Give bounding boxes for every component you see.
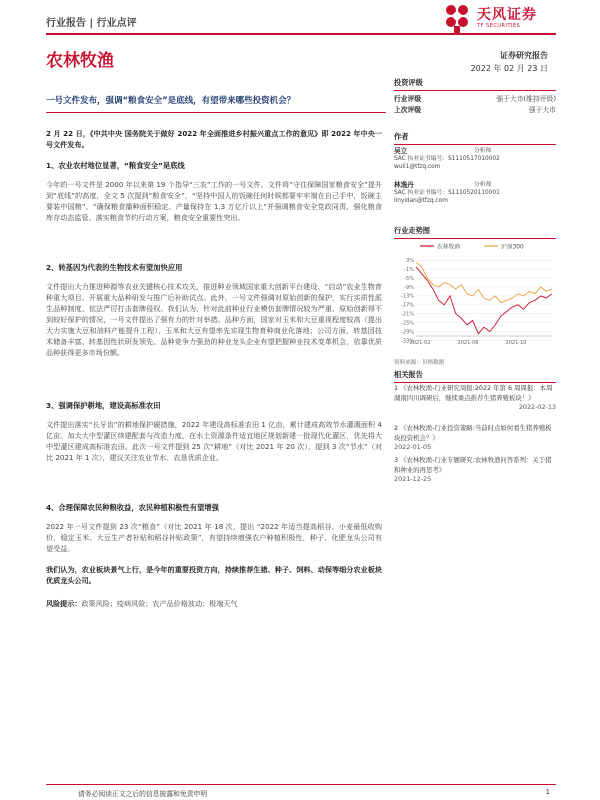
brand-name: 天风证券 (477, 7, 537, 23)
section-heading: 2、转基因为代表的生物技术有望加快应用 (46, 263, 183, 272)
y-tick-label: -29% (401, 329, 414, 336)
analyst-card (394, 181, 556, 205)
brand-logo-icon (441, 2, 473, 34)
rating-value: 强于大市 (528, 106, 556, 114)
analyst-name: 林逸丹 (394, 181, 414, 189)
section-4 (46, 502, 382, 554)
rating-label: 上次评级 (394, 106, 422, 114)
section-3 (46, 400, 382, 463)
chart-legend (420, 243, 524, 251)
rating-heading: 投资评级 (394, 78, 556, 91)
industry-trend-chart (394, 236, 556, 354)
rating-panel (394, 78, 556, 116)
y-tick-label: -9% (404, 284, 414, 291)
related-report-title[interactable]: 1 《农林牧渔-行业研究周报:2022 年第 6 周周报：本周湖南四川调研后，继续重点推荐生猪养殖板块！》 (394, 384, 553, 402)
analyst-cert: S1110520110001 (448, 190, 500, 196)
section-heading: 1、农业农村地位显著，“粮食安全”是底线 (46, 161, 185, 170)
analyst-title: 分析师 (474, 148, 492, 154)
section-body: 文件提出落实“长牙齿”的耕地保护硬措施，2022 年建设高标准农田 1 亿亩，累计建成高效节水灌溉面积 4 亿亩。加大大中型灌区续建配套与改造力度，在水土资源条件适宜地区规划新建一批现代化灌区，优先将大中型灌区建成高标准农田。此次一号文件提到 25 次“耕地”（对比 2021 年 20 次），提到 3 次“节水”（对比 2021 年 1 次），建议关注农业节水、农垦优质企业。 (46, 420, 382, 462)
section-heading: 4、合理保障农民种粮收益，农民种植积极性有望增强 (46, 503, 219, 512)
report-category: 行业报告 | 行业点评 (46, 18, 137, 29)
related-report-date: 2022-01-05 (394, 443, 432, 452)
chart-source: 资料来源：贝格数据 (394, 360, 445, 366)
related-panel (394, 370, 556, 383)
rating-value: 强于大市(维持评级) (496, 95, 556, 103)
related-report-title[interactable]: 3 《农林牧渔-行业专题研究:农林牧渔问答系列：关于猪和种业的再思考》 (394, 456, 552, 474)
x-tick-label: 2021-06 (457, 340, 479, 346)
analyst-cert-label: SAC 执业证书编号： (394, 156, 449, 162)
related-report-item[interactable] (394, 384, 556, 413)
section-2 (46, 262, 382, 358)
y-tick-label: -1% (404, 266, 414, 273)
risk-block (46, 598, 382, 609)
y-tick-label: -25% (401, 320, 414, 327)
trend-chart-svg (394, 236, 556, 354)
main-content (46, 128, 382, 150)
page-number: 1 (545, 788, 550, 796)
risk-text: 政策风险；疫病风险；农产品价格波动；极端天气 (81, 599, 238, 608)
authors-panel (394, 132, 556, 145)
section-body: 2022 年一号文件提到 23 次“粮食”（对比 2021 年 18 次，提出 “2022 年适当提高稻谷、小麦最低收购价，稳定玉米、大豆生产者补贴和稻谷补贴政策”，有望持续增强农户种植积极性，种子、化肥龙头公司有望受益。 (46, 522, 382, 553)
analyst-title: 分析师 (474, 182, 492, 188)
chart-series (416, 263, 552, 334)
chart-heading: 行业走势图 (394, 226, 556, 239)
conclusion-block (46, 564, 382, 586)
industry-title: 农林牧渔 (46, 51, 114, 71)
analyst-email[interactable]: wuli1@tfzq.com (394, 164, 441, 170)
analyst-cert: S1110517010002 (448, 156, 500, 162)
related-report-title[interactable]: 2 《农林牧渔-行业投资策略:当前时点如何看生猪养殖板块投资机会？》 (394, 424, 552, 442)
intro-paragraph: 2 月 22 日，《中共中央 国务院关于做好 2022 年全面推进乡村振兴重点工作的意见》即 2022 年中央一号文件发布。 (46, 129, 382, 149)
related-report-date: 2021-12-25 (394, 475, 432, 484)
related-report-item[interactable] (394, 456, 556, 485)
related-report-date: 2022-02-13 (518, 403, 556, 412)
rating-label: 行业评级 (394, 95, 422, 103)
report-date: 2022 年 02 月 23 日 (470, 64, 548, 73)
authors-heading: 作者 (394, 132, 556, 145)
y-tick-label: -33% (401, 338, 414, 345)
risk-label: 风险提示： (46, 599, 82, 608)
analyst-name: 吴立 (394, 147, 408, 155)
related-report-item[interactable] (394, 424, 556, 453)
analyst-card (394, 147, 556, 171)
series-line (416, 267, 552, 334)
rating-row-previous (394, 105, 556, 116)
section-body: 今年的一号文件是 2000 年以来第 19 个指导“三农”工作的一号文件。文件将“守住保障国家粮食安全”提升到“底线”的高度，全文 5 次提到“粮食安全”，“坚持中国人的饭碗任何时候都要牢牢端在自己手中，饭碗主要装中国粮”、“确保粮食播种面积稳定、产量保持在 1.3 万亿斤以上”并强调粮食安全党政同责、强化粮食库存动态监管、落实粮食节约行动方案，粮食安全重要性突出。 (46, 180, 382, 222)
legend-label: 沪深300 (501, 244, 524, 251)
brand-logo (441, 2, 571, 36)
analyst-email[interactable]: linyidan@tfzq.com (394, 198, 448, 204)
x-tick-label: 2021-02 (409, 340, 431, 346)
title-underline (46, 112, 386, 113)
section-heading: 3、强调保护耕地，建设高标准农田 (46, 401, 161, 410)
brand-name-en: TF SECURITIES (477, 23, 521, 29)
footer-divider (46, 784, 556, 785)
y-tick-label: -13% (401, 293, 414, 300)
header-divider (46, 33, 556, 35)
y-tick-label: -5% (404, 275, 414, 282)
analyst-cert-label: SAC 执业证书编号： (394, 190, 449, 196)
section-body: 文件提出大力推进种源等农业关键核心技术攻关，推进种业领域国家重大创新平台建设、“启动”农业生物育种重大项目、开展重大品种研发与推广后补助试点。此外，一号文件强调对原始创新的保护，实行实质性派生品种制度、依法严厉打击套牌侵权。我们认为，针对此前种业行业模仿套牌情况较为严重、原始创新得不到较好保护的情况，一号文件提出了强有力的针对举措。品种方面，国家对玉米和大豆重视程度较高（提出大力实施大豆和油料产能提升工程），玉米和大豆有望率先实现生物育种商业化落地；公司方面，转基因技术储备丰富、转基因性状研发领先、品种竞争力强劲的种业龙头企业有望把握种业技术变革机会，依靠优质品种获得更多市场份额。 (46, 282, 382, 357)
legend-label: 农林牧渔 (437, 244, 461, 251)
chart-x-axis (410, 336, 552, 346)
y-tick-label: 3% (406, 258, 414, 265)
report-type: 证券研究报告 (500, 51, 548, 60)
y-tick-label: -17% (401, 302, 414, 309)
y-tick-label: -21% (401, 311, 414, 318)
rating-row-industry (394, 94, 556, 105)
section-1 (46, 160, 382, 223)
footer-disclaimer: 请务必阅读正文之后的信息披露和免责申明 (78, 790, 208, 798)
x-tick-label: 2021-10 (505, 340, 527, 346)
related-heading: 相关报告 (394, 370, 556, 383)
conclusion: 我们认为，农业板块景气上行，是今年的重要投资方向，持续推荐生猪、种子、饲料、动保等细分农业板块优质龙头公司。 (46, 565, 382, 585)
report-title: 一号文件发布，强调“粮食安全”是底线，有望带来哪些投资机会？ (46, 96, 296, 106)
